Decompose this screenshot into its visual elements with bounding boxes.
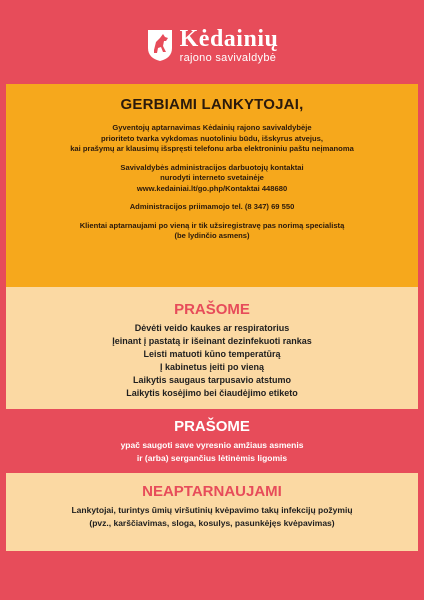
list-item: Lankytojai, turintys ūmių viršutinių kvėpavimo takų infekcijų požymių — [71, 505, 353, 515]
notice-line: (be lydinčio asmens) — [174, 231, 250, 240]
not-served-title: NEAPTARNAUJAMI — [142, 483, 282, 500]
list-item: Laikytis saugaus tarpusavio atstumo — [132, 375, 292, 385]
notice-line: Gyventojų aptarnavimas Kėdainių rajono savivaldybėje — [112, 123, 312, 132]
request-section-2 — [6, 409, 418, 473]
list-item: Į kabinetus įeiti po vieną — [159, 362, 265, 372]
request-section-1 — [6, 287, 418, 409]
request-title-1: PRAŠOME — [174, 301, 250, 318]
list-item: Laikytis kosėjimo bei čiaudėjimo etiketo — [126, 388, 298, 398]
brand-name: Kėdainių — [179, 25, 279, 52]
notice-paragraph-3 — [6, 202, 418, 213]
notice-line: Klientai aptarnaujami po vieną ir tik užsiregistravę pas norimą specialistą — [79, 220, 345, 230]
list-item: Dėvėti veido kaukes ar respiratorius — [134, 323, 290, 333]
header — [6, 6, 418, 84]
logo — [146, 27, 279, 64]
notice-line: nurodyti interneto svetainėje — [160, 173, 264, 182]
notice-paragraph-1 — [6, 123, 418, 155]
not-served-section — [6, 473, 418, 551]
poster-frame — [6, 6, 418, 594]
brand — [180, 27, 279, 64]
list-item: Įeinant į pastatą ir išeinant dezinfekuoti rankas — [112, 336, 312, 346]
notice-paragraph-2 — [6, 163, 418, 195]
reception-phone: Administracijos priimamojo tel. (8 347) 69 550 — [129, 202, 295, 211]
list-item: ypač saugoti save vyresnio amžiaus asmenis — [120, 440, 304, 450]
notice-line: kai prašymų ar klausimų išspręsti telefonu arba elektroniniu paštu neįmanoma — [70, 144, 354, 153]
brand-subtitle: rajono savivaldybė — [179, 51, 277, 64]
contacts-link[interactable]: www.kedainiai.lt/go.php/Kontaktai 448680 — [136, 183, 288, 193]
request-title-2: PRAŠOME — [174, 418, 250, 435]
list-item: ir (arba) sergančius lėtinėmis ligomis — [136, 453, 288, 463]
notice-paragraph-4 — [6, 221, 418, 242]
list-item: (pvz., karščiavimas, sloga, kosulys, pasunkėjęs kvėpavimas) — [89, 518, 335, 528]
notice-section — [6, 84, 418, 287]
notice-title: GERBIAMI LANKYTOJAI, — [120, 96, 304, 113]
notice-line: prioriteto tvarka vykdomas nuotoliniu būdu, išskyrus atvejus, — [101, 133, 323, 143]
notice-line: Savivaldybės administracijos darbuotojų kontaktai — [120, 162, 304, 172]
horse-crest-icon — [146, 28, 174, 62]
list-item: Leisti matuoti kūno temperatūrą — [143, 349, 281, 359]
